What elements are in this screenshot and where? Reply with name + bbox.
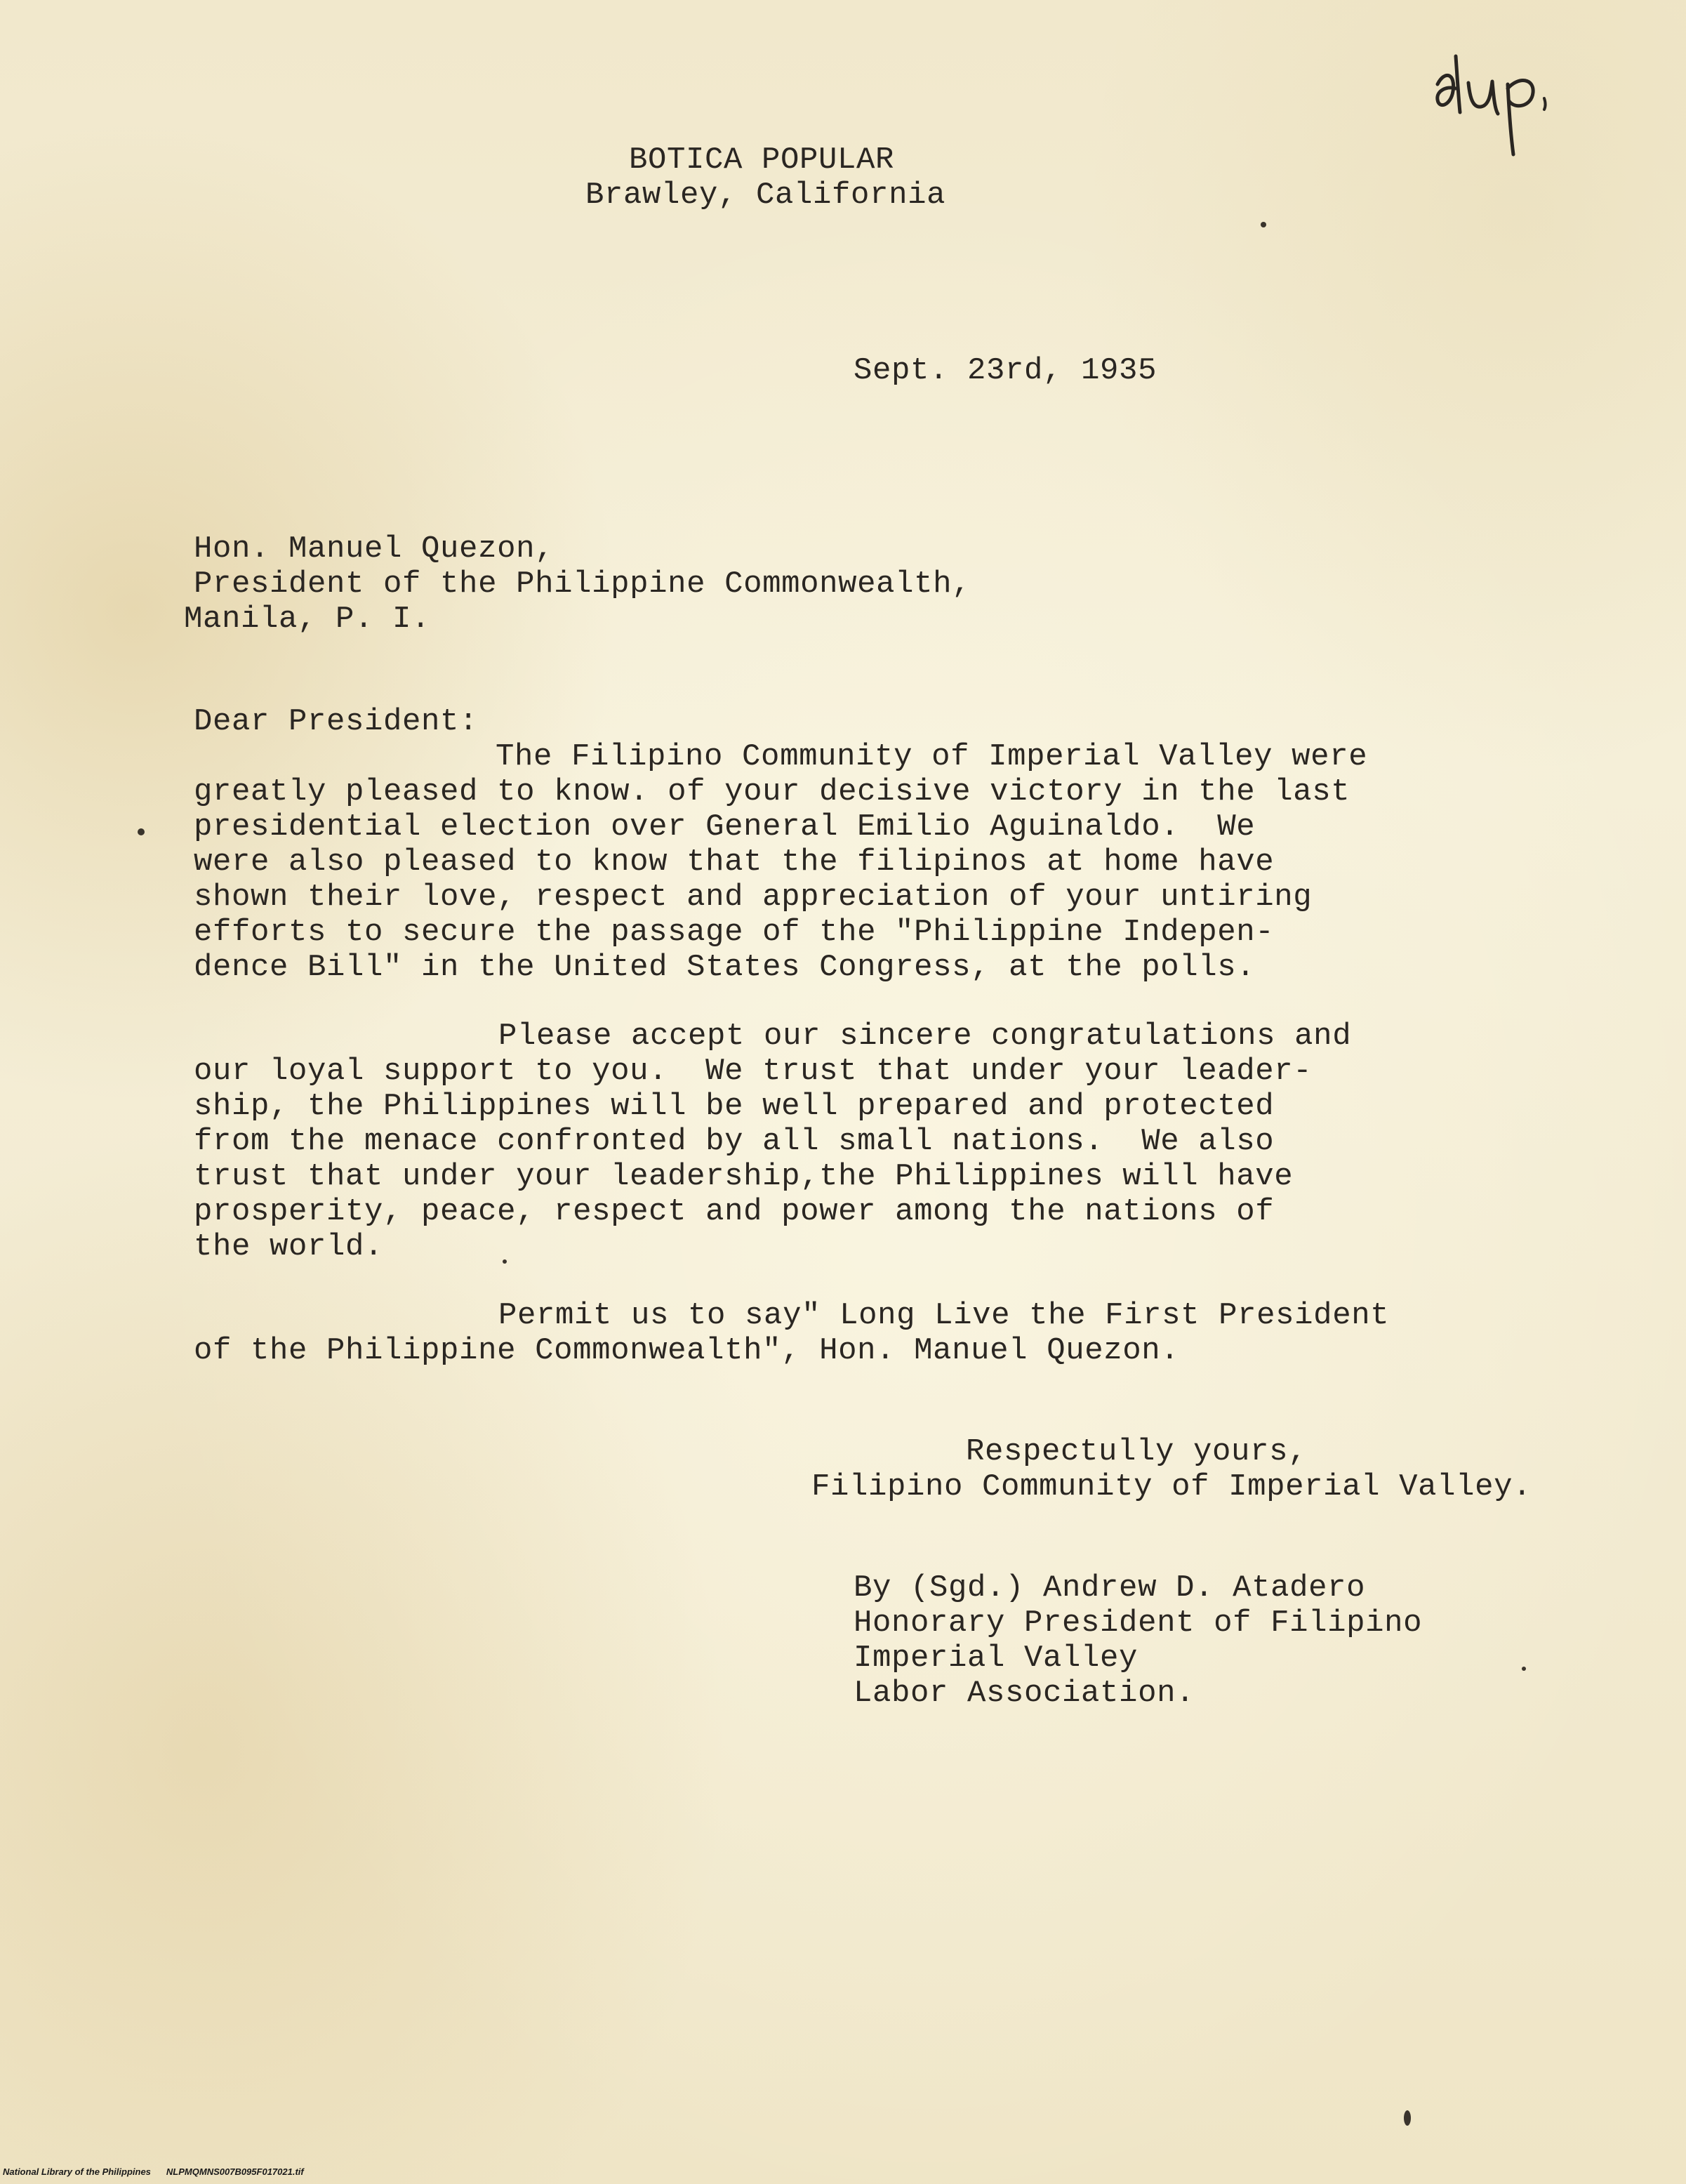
letterhead-location: Brawley, California — [585, 178, 946, 213]
footer-library: National Library of the Philippines — [3, 2166, 151, 2177]
ink-speck — [1522, 1667, 1526, 1671]
signature-line: Labor Association. — [854, 1676, 1195, 1711]
body-line: the world. — [194, 1229, 384, 1264]
closing-line: Respectully yours, — [966, 1434, 1308, 1469]
body-line: our loyal support to you. We trust that under your leader- — [194, 1054, 1313, 1089]
closing-line: Filipino Community of Imperial Valley. — [811, 1469, 1532, 1504]
body-line: trust that under your leadership,the Philippines will have — [194, 1159, 1294, 1194]
body-line: The Filipino Community of Imperial Valley were — [496, 739, 1368, 774]
ink-speck — [1261, 222, 1266, 227]
ink-speck — [503, 1259, 507, 1264]
body-line: shown their love, respect and appreciation of your untiring — [194, 880, 1313, 915]
letter-date: Sept. 23rd, 1935 — [854, 353, 1157, 388]
ink-speck — [1404, 2110, 1411, 2126]
signature-line: Honorary President of Filipino — [854, 1606, 1423, 1641]
body-line: efforts to secure the passage of the "Philippine Indepen- — [194, 915, 1275, 950]
salutation: Dear President: — [194, 704, 479, 739]
body-line: were also pleased to know that the filipinos at home have — [194, 845, 1275, 880]
footer-file-id: NLPMQMNS007B095F017021.tif — [166, 2166, 304, 2177]
body-line: of the Philippine Commonwealth", Hon. Manuel Quezon. — [194, 1333, 1180, 1368]
body-line: presidential election over General Emilio Aguinaldo. We — [194, 809, 1256, 845]
recipient-line: Manila, P. I. — [184, 602, 431, 637]
recipient-line: Hon. Manuel Quezon, — [194, 531, 555, 567]
body-line: from the menace confronted by all small nations. We also — [194, 1124, 1275, 1159]
archive-footer — [3, 2166, 319, 2177]
body-line: prosperity, peace, respect and power among the nations of — [194, 1194, 1275, 1229]
letterhead-company: BOTICA POPULAR — [629, 143, 895, 178]
recipient-line: President of the Philippine Commonwealth, — [194, 567, 971, 602]
handwritten-dup-annotation — [1432, 42, 1565, 168]
body-line: ship, the Philippines will be well prepared and protected — [194, 1089, 1275, 1124]
body-line: greatly pleased to know. of your decisive victory in the last — [194, 774, 1350, 809]
body-line: dence Bill" in the United States Congress, at the polls. — [194, 950, 1256, 985]
signature-line: By (Sgd.) Andrew D. Atadero — [854, 1570, 1366, 1606]
signature-line: Imperial Valley — [854, 1641, 1139, 1676]
body-line: Permit us to say" Long Live the First President — [498, 1298, 1390, 1333]
ink-speck — [138, 828, 145, 835]
body-line: Please accept our sincere congratulations and — [498, 1019, 1352, 1054]
